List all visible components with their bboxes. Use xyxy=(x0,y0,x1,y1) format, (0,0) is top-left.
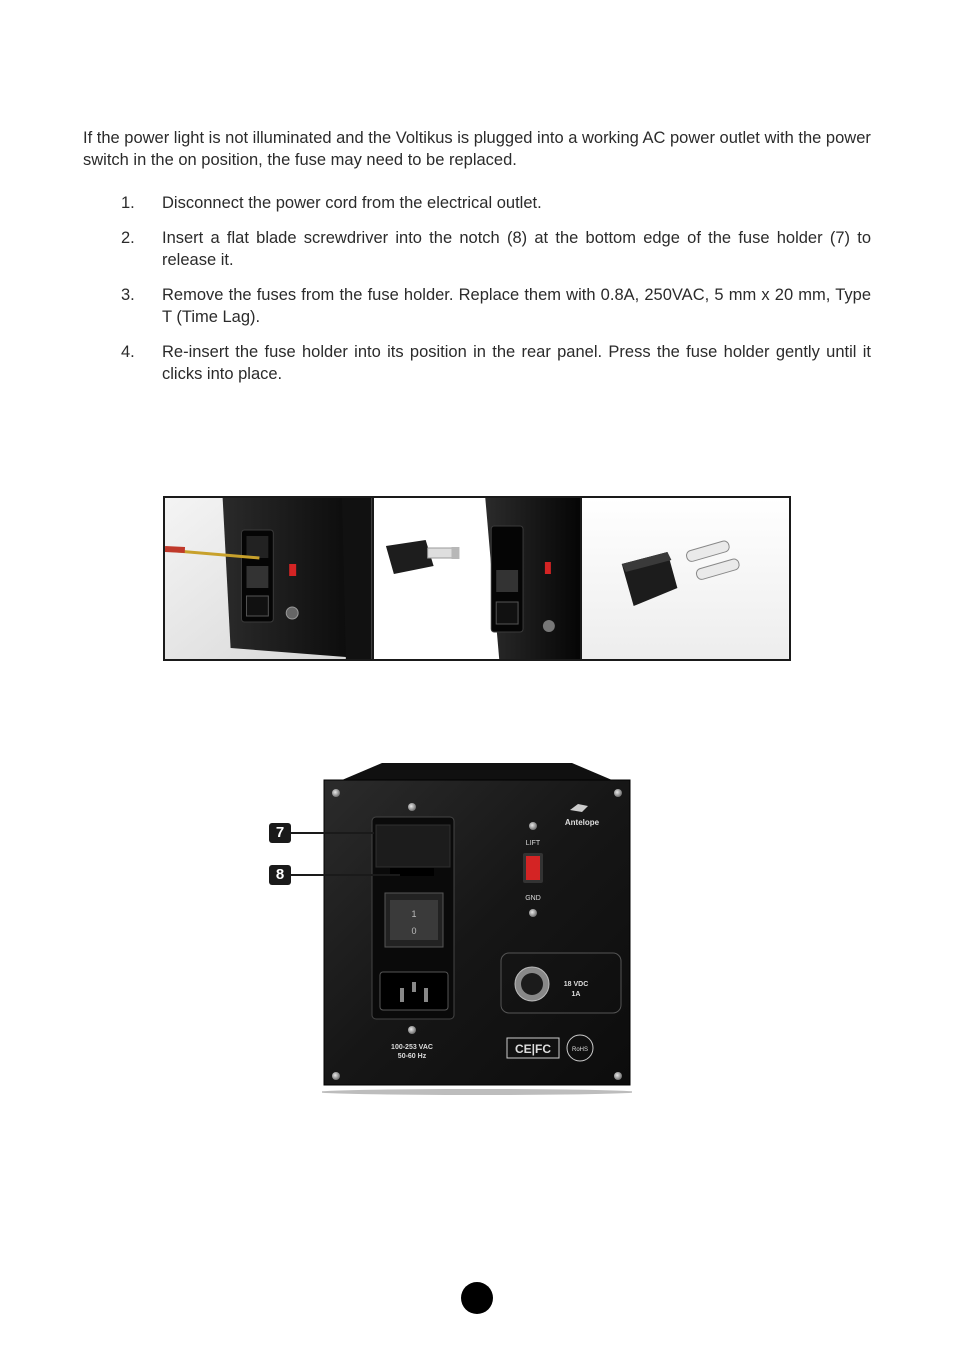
ac-voltage-label: 100-253 VAC xyxy=(391,1044,433,1051)
rohs-mark: RoHS xyxy=(571,1047,589,1053)
ground-lift-switch xyxy=(526,856,540,880)
intro-paragraph: If the power light is not illuminated and the Voltikus is plugged into a working AC power outlet with the power switch in the on position, the fuse may need to be replaced. xyxy=(83,129,871,169)
step-text: Remove the fuses from the fuse holder. Replace them with 0.8A, 250VAC, 5 mm x 20 mm, Type T (Time Lag). xyxy=(162,286,871,326)
callout-8: 8 xyxy=(269,865,291,885)
certification-marks: CE|FC xyxy=(514,1042,552,1056)
dc-voltage-label: 18 VDC xyxy=(563,981,589,988)
fuse-holder xyxy=(376,825,450,867)
brand-logo-text: Antelope xyxy=(564,818,600,827)
step-number: 4. xyxy=(121,343,135,361)
steps-list xyxy=(83,192,871,398)
callout-7: 7 xyxy=(269,823,291,843)
lift-label: LIFT xyxy=(525,840,541,847)
ac-frequency-label: 50-60 Hz xyxy=(397,1053,427,1060)
page-number-badge xyxy=(461,1282,493,1314)
photo-fuses-and-holder xyxy=(582,498,789,659)
step-text: Re-insert the fuse holder into its position in the rear panel. Press the fuse holder gently until it clicks into place. xyxy=(162,343,871,383)
step-item xyxy=(83,227,871,271)
step-item xyxy=(83,341,871,385)
gnd-label: GND xyxy=(525,895,541,902)
step-item xyxy=(83,284,871,328)
power-switch-off-label: 0 xyxy=(411,926,417,936)
callout-8-leader xyxy=(290,874,400,876)
dc-current-label: 1A xyxy=(571,991,581,998)
step-item xyxy=(83,192,871,214)
fuse-replacement-photo-strip xyxy=(163,496,791,661)
callout-7-leader xyxy=(290,832,374,834)
step-text: Insert a flat blade screwdriver into the notch (8) at the bottom edge of the fuse holder (7) to release it. xyxy=(162,229,871,269)
step-number: 3. xyxy=(121,286,135,304)
step-text: Disconnect the power cord from the electrical outlet. xyxy=(162,194,542,212)
power-switch-on-label: 1 xyxy=(411,909,417,919)
rear-panel-illustration xyxy=(322,760,632,1095)
step-number: 1. xyxy=(121,194,135,212)
photo-screwdriver-release xyxy=(165,498,374,659)
photo-fuse-holder-removed xyxy=(374,498,583,659)
step-number: 2. xyxy=(121,229,135,247)
